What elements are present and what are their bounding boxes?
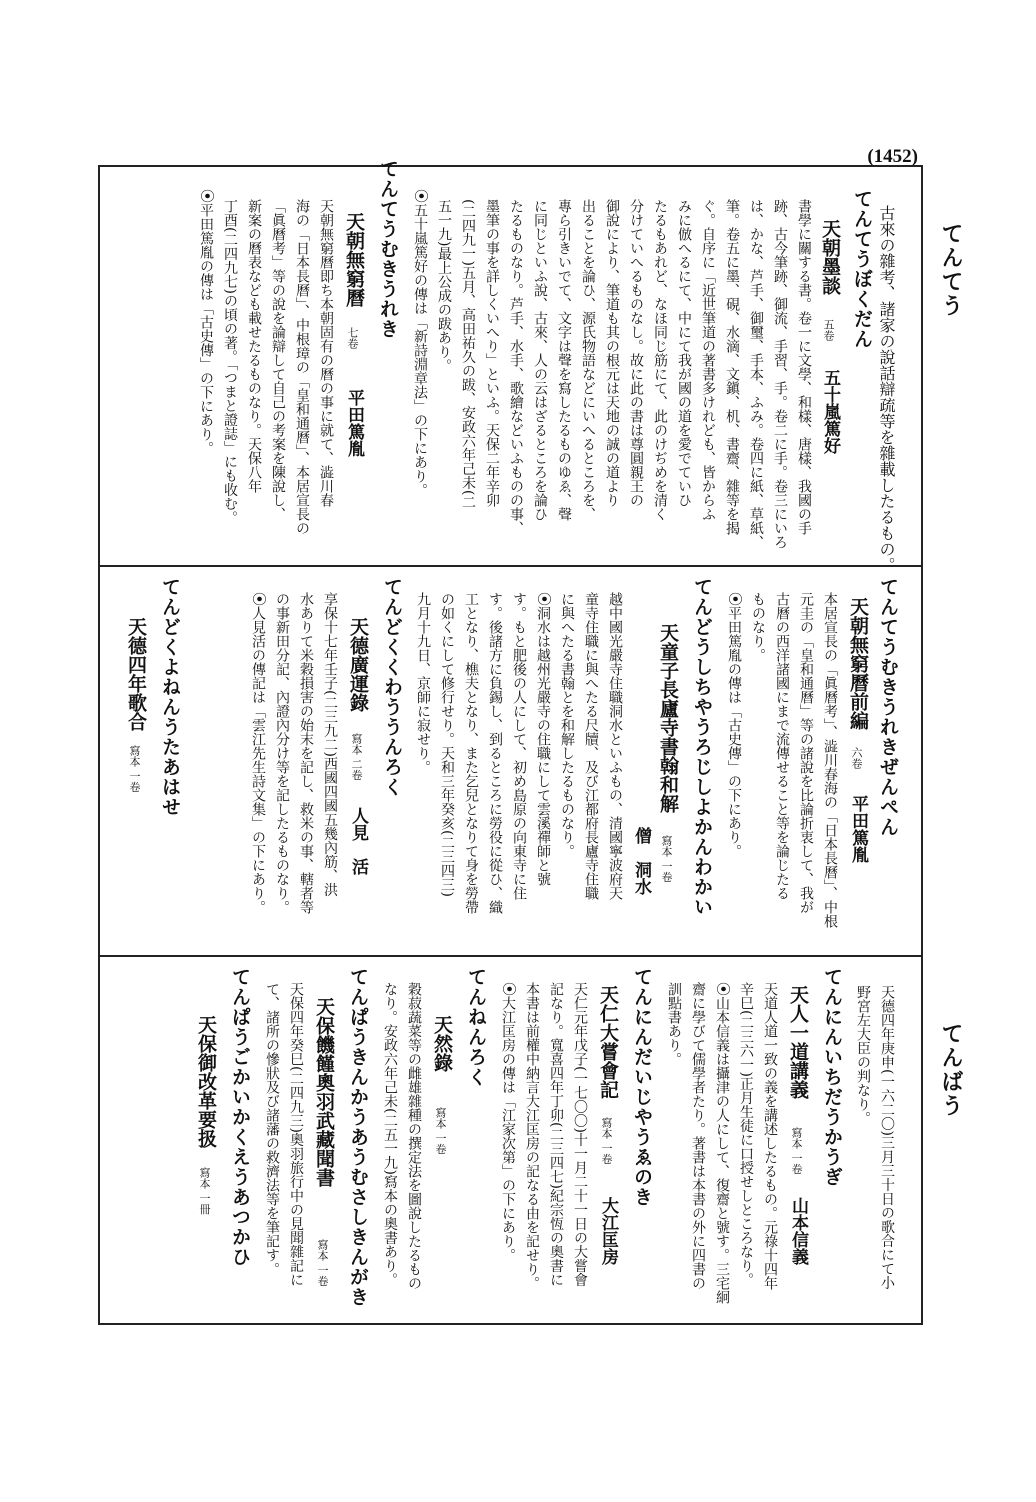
entry-note: ⦿平田篤胤の傳は「古史傳」の下にあり。: [198, 189, 214, 455]
entry-note: ⦿人見活の傳記は「雲江先生詩文集」の下にあり。: [250, 592, 266, 914]
entry-text-line: ぐ。自序に「近世筆道の著書多けれども、皆からふ: [700, 199, 716, 521]
entry-text-line: の如くにして修行せり。天和三年癸亥(二三四三): [439, 592, 455, 897]
entry-heading: てんにんいちだうかうぎ: [821, 967, 843, 1187]
entry-volumes: 寫本 一卷: [660, 835, 673, 883]
page-number: (1452): [867, 146, 918, 167]
entry-title: 天朝無窮曆前編: [847, 597, 869, 730]
divider-upper: [100, 565, 921, 567]
entry-note: ⦿大江匡房の傳は「江家次第」の下にあり。: [500, 982, 516, 1262]
entry-text-line: に與へたる書翰とを和解したるものなり。: [559, 592, 575, 858]
entry-text-line: (二四九一)五月、高田祐久の跋、安政六年己未(二: [460, 199, 476, 510]
entry-heading: てんどうしちやうろじしよかんわかい: [691, 577, 713, 917]
entry-heading: てんぱうごかいかくえうあつかひ: [229, 967, 251, 1267]
entry-text-line: 墨筆の事を詳しくいへり」といふ。天保二年辛卯: [484, 199, 500, 507]
entry-note: ⦿平田篤胤の傳は「古史傳」の下にあり。: [726, 592, 742, 858]
entry-author: 五十嵐篤好: [820, 369, 840, 454]
entry-title: 天仁大嘗會記: [597, 985, 619, 1099]
entry-note: ⦿山本信義は攝津の人にして、復齋と號す。三宅絅: [714, 982, 730, 1304]
entry-author: 大江匡房: [598, 1197, 618, 1265]
entry-text-line: 跡、古今筆跡、御流、手習、手。卷二に手。卷三にいろ: [772, 199, 788, 549]
intro-text: 古來の雜考、諸家の說話辯疏等を雜載したるもの。: [877, 205, 896, 573]
entry-text-line: 書學に關する書。卷一に文學、和樣、唐樣、我國の手: [796, 199, 812, 535]
entry-title: 天德廣運錄: [347, 617, 369, 712]
entry-text-line: 野宮左大臣の判なり。: [855, 985, 871, 1125]
entry-text-line: 訓點書あり。: [666, 982, 682, 1066]
entry-heading: てんてうむきうれき: [377, 159, 399, 339]
entry-text-line: の事新田分記、內證內分け等を記したるものなり。: [274, 592, 290, 914]
entry-text-line: 御說により、筆道も其の根元は天地の誠の道より: [604, 199, 620, 507]
entry-text-line: に同じといふ說、古來、人の云はざるところを論ひ: [532, 199, 548, 521]
entry-text-line: 穀菽蔬菜等の雌雄雜種の撰定法を圖說したるもの: [406, 982, 422, 1290]
entry-text-line: 記なり。寬喜四年丁卯(二三四七)紀宗恆の奧書に: [548, 982, 564, 1287]
entry-text-line: 新案の曆表なども載せたるものなり。天保八年: [246, 199, 262, 493]
entry-text-line: 天道人道一致の義を講述したるもの。元祿十四年: [762, 982, 778, 1290]
entry-volumes: 寫本 一卷: [128, 745, 141, 793]
entry-heading: てんどくよねんうたあはせ: [159, 577, 181, 817]
entry-text-line: 辛巳(二三六一)正月生徒に口授せしところなり。: [738, 982, 754, 1287]
entry-text-line: みに倣へるにて、中にて我が國の道を愛でていひ: [676, 199, 692, 507]
entry-text-line: 海の「日本長曆」、中根璋の「皇和通曆」、本居宣長の: [294, 199, 310, 535]
entry-text-line: 越中國光嚴寺住職洞水といふもの、清國寧波府天: [607, 592, 623, 900]
entry-text-line: 童寺住職に與へたる尺牘、及び江都府長廬寺住職: [583, 592, 599, 900]
entry-text-line: 五一九)最上公成の跋あり。: [436, 199, 452, 373]
entry-text-line: 天仁元年戊子(一七〇〇)十一月二十一日の大嘗會: [572, 982, 588, 1287]
entry-volumes: 六卷: [850, 747, 863, 769]
entry-title: 天人一道講義: [787, 985, 809, 1099]
entry-title: 天童子長廬寺書翰和解: [657, 623, 679, 813]
entry-text-line: 出ることを論ひ、源氏物語などにいへるところを、: [580, 199, 596, 521]
entry-title: 天朝墨談: [819, 219, 841, 295]
entry-text-line: す。もと肥後の人にして、初め島原の向東寺に住: [511, 592, 527, 900]
entry-volumes: 寫本 一卷: [790, 1127, 803, 1175]
entry-text-line: 本書は前權中納言大江匡房の記なる由を記せり。: [524, 982, 540, 1290]
entry-text-line: 筆。卷五に墨、硯、水滴、文鎭、机、書齋、雜等を揭: [724, 199, 740, 535]
entry-title: 天然錄: [431, 1015, 453, 1072]
entry-text-line: 分けていへるものなし。故に此の書は尊圓親王の: [628, 199, 644, 507]
entry-text-line: 本居宣長の「眞曆考」、澁川春海の「日本長曆」、中根: [822, 592, 838, 928]
entry-title: 天保御改革要扱: [195, 1015, 217, 1148]
entry-author: 平田篤胤: [344, 389, 364, 457]
entry-text-line: 九月十九日、京師に寂せり。: [415, 592, 431, 774]
entry-text-line: 天德四年庚申(一六二〇)三月三十日の歌合にて小: [879, 985, 895, 1290]
entry-text-line: 齋に學びて儒學者たり。著書は本書の外に四書の: [690, 982, 706, 1290]
entry-volumes: 七卷: [346, 327, 359, 349]
entry-title: 天保饑饉奧羽武藏聞書: [313, 997, 335, 1187]
entry-author: 山本信義: [788, 1197, 808, 1265]
entry-text-line: は、かな、芦手、御璽、手本、ふみ。卷四に紙、草紙、: [748, 199, 764, 549]
entry-volumes: 五卷: [822, 319, 835, 341]
entry-text-line: す。後諸方に負錫し、到るところに勞役に從ひ、織: [487, 592, 503, 914]
entry-author: 平田篤胤: [848, 795, 868, 863]
entry-heading: てんにんだいじやうゑのき: [631, 967, 653, 1207]
divider-lower: [100, 955, 921, 957]
entry-text-line: 天保四年癸巳(二四九三)奧羽旅行中の見聞雜記に: [288, 982, 304, 1287]
entry-text-line: ものなり。: [750, 592, 766, 662]
entry-volumes: 寫本 一冊: [198, 1167, 211, 1215]
entry-note: ⦿五十嵐篤好の傳は「新詩淵章法」の下にあり。: [412, 189, 428, 497]
section-header-lower: てんばう: [938, 1022, 964, 1118]
entry-author: 僧 洞水: [631, 827, 651, 895]
entry-text-line: 古曆の西洋諸國にまで流傳せること等を論じたる: [774, 592, 790, 900]
entry-heading: てんねんろく: [465, 967, 487, 1087]
entry-text-line: 專ら引きいでて、文字は聲を寫したるものゆゑ、聲: [556, 199, 572, 521]
entry-text-line: 水ありて米穀損害の始末を記し、救米の事、轄者等: [298, 592, 314, 914]
entry-text-line: て、諸所の慘狀及び諸藩の救濟法等を筆記す。: [264, 982, 280, 1276]
entry-volumes: 寫本 二卷: [350, 733, 363, 781]
entry-volumes: 寫本 一卷: [600, 1117, 613, 1165]
entry-text-line: たるものなり。芦手、水手、歌繪などいふものの事、: [508, 199, 524, 535]
entry-heading: てんてうぼくだん: [851, 189, 873, 349]
entry-text-line: 丁酉(二四九七)の頃の著。「つまと證誌」にも收む。: [222, 199, 238, 525]
section-header-upper: てんてう: [938, 222, 964, 318]
entry-text-line: なり。安政六年己未(二五一九)寫本の奧書あり。: [382, 982, 398, 1287]
entry-text-line: 「眞曆考」等の說を論辯して自己の考案を陳說し、: [270, 199, 286, 521]
entry-text-line: 元圭の「皇和通曆」等の諸說を比論折衷して、我が: [798, 592, 814, 914]
entry-heading: てんてうむきうれきぜんぺん: [877, 577, 899, 837]
entry-title: 天德四年歌合: [125, 617, 147, 731]
entry-author: 人見 活: [348, 807, 368, 875]
entry-volumes: 寫本 一卷: [316, 1239, 329, 1287]
entry-title: 天朝無窮曆: [343, 212, 365, 307]
entry-heading: てんぱうきんかうあうむさしきんがき: [347, 967, 369, 1307]
entry-text-line: 工となり、樵夫となり、また乞兒となりて身を勞帶: [463, 592, 479, 914]
entry-volumes: 寫本 一卷: [434, 1107, 447, 1155]
entry-text-line: たるもあれど、なほ同じ筋にて、此のけぢめを清く: [652, 199, 668, 521]
entry-text-line: 享保十七年壬子(二三九二)西國四國五幾內筋、洪: [322, 592, 338, 897]
entry-heading: てんどくくわううんろく: [381, 577, 403, 797]
entry-note: ⦿洞水は越州光嚴寺の住職にして雲溪禪師と號: [535, 592, 551, 886]
content-frame: [98, 159, 923, 1325]
entry-text-line: 天朝無窮曆即ち本朝固有の曆の事に就て、澁川春: [318, 199, 334, 507]
